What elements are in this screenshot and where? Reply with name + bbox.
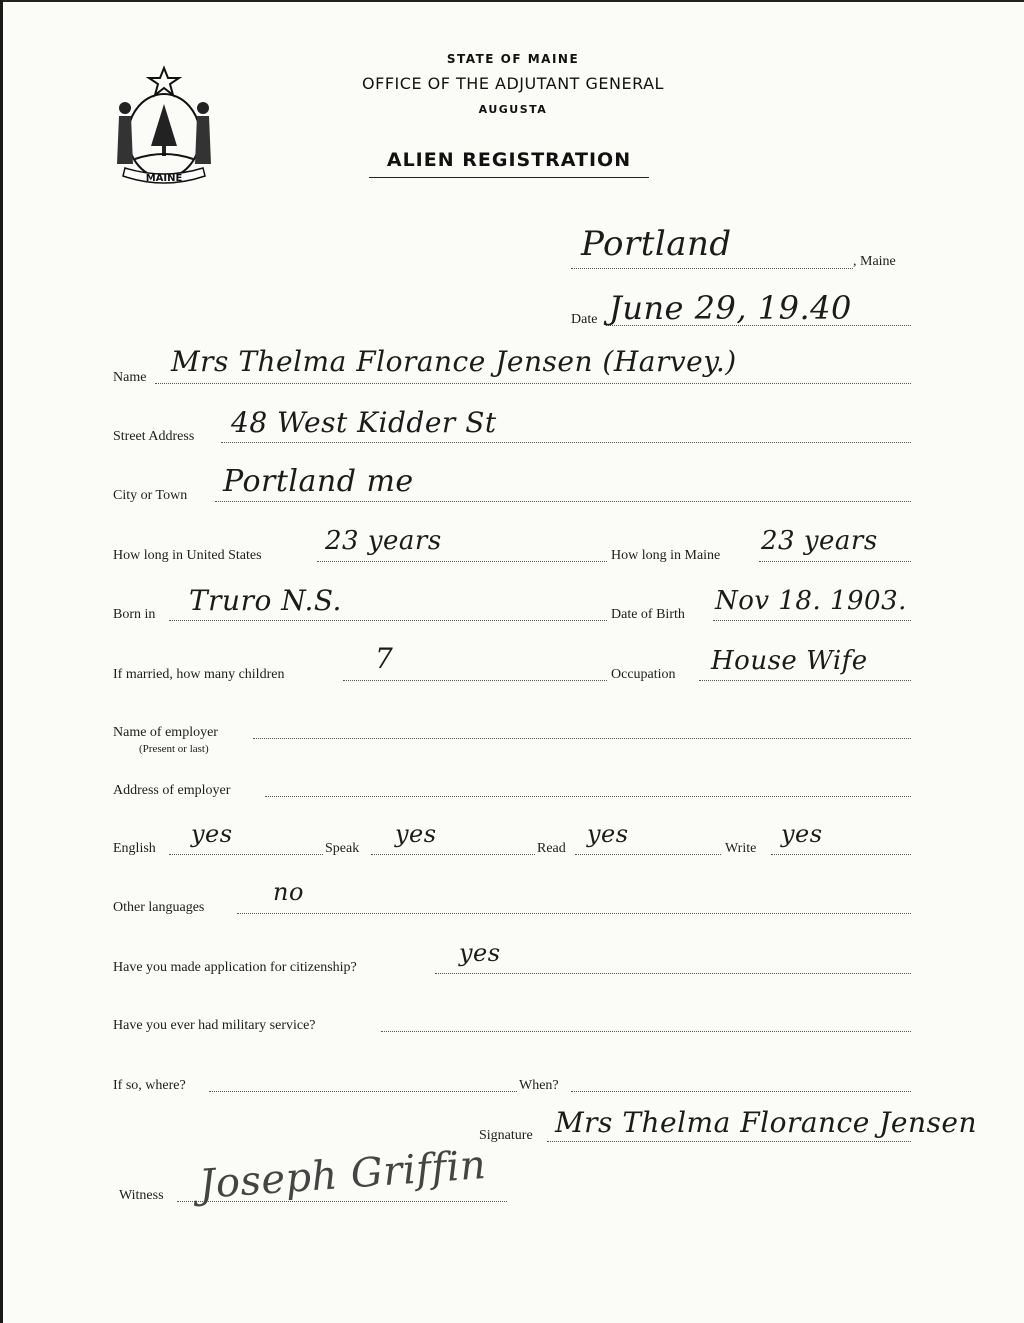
- citizenship-label: Have you made application for citizenship?: [113, 960, 357, 975]
- military-label: Have you ever had military service?: [113, 1018, 316, 1033]
- other-languages-value[interactable]: no: [273, 878, 304, 906]
- speak-value[interactable]: yes: [395, 820, 437, 848]
- citizenship-value[interactable]: yes: [459, 939, 501, 967]
- how-long-maine-label: How long in Maine: [611, 548, 721, 563]
- speak-label: Speak: [325, 841, 360, 856]
- street-address-value[interactable]: 48 West Kidder St: [231, 406, 497, 439]
- maine-label: , Maine: [853, 254, 896, 269]
- seal-text: MAINE: [145, 173, 183, 184]
- witness-value[interactable]: Joseph Griffin: [197, 1142, 488, 1208]
- employer-address-line[interactable]: [265, 796, 911, 797]
- write-label: Write: [725, 841, 757, 856]
- city-line: [215, 501, 911, 502]
- employer-name-line[interactable]: [253, 738, 911, 739]
- if-so-where-label: If so, where?: [113, 1078, 186, 1093]
- how-long-us-line: [317, 561, 607, 562]
- street-address-label: Street Address: [113, 429, 195, 444]
- other-languages-line: [237, 913, 911, 914]
- occupation-line: [699, 680, 911, 681]
- write-value[interactable]: yes: [781, 820, 823, 848]
- header-state: STATE OF MAINE: [446, 52, 580, 66]
- employer-address-label: Address of employer: [113, 783, 231, 798]
- how-long-maine-value[interactable]: 23 years: [761, 526, 878, 556]
- citizenship-line: [435, 973, 911, 974]
- when-line[interactable]: [571, 1091, 911, 1092]
- occupation-value[interactable]: House Wife: [711, 646, 868, 676]
- employer-name-label: Name of employer: [113, 725, 218, 740]
- header-office: OFFICE OF THE ADJUTANT GENERAL: [362, 74, 664, 93]
- children-line: [343, 680, 607, 681]
- read-label: Read: [537, 841, 566, 856]
- date-of-birth-line: [713, 620, 911, 621]
- maine-state-seal-icon: [107, 64, 221, 192]
- when-label: When?: [519, 1078, 559, 1093]
- english-label: English: [113, 841, 156, 856]
- header-city: AUGUSTA: [478, 103, 548, 116]
- military-line[interactable]: [381, 1031, 911, 1032]
- read-line: [575, 854, 721, 855]
- form-title: ALIEN REGISTRATION: [369, 149, 649, 178]
- signature-label: Signature: [479, 1128, 533, 1143]
- speak-line: [371, 854, 535, 855]
- witness-label: Witness: [119, 1188, 164, 1203]
- english-value[interactable]: yes: [191, 820, 233, 848]
- date-of-birth-value[interactable]: Nov 18. 1903.: [715, 586, 907, 616]
- english-line: [169, 854, 323, 855]
- name-value[interactable]: Mrs Thelma Florance Jensen (Harvey.): [171, 345, 737, 378]
- write-line: [771, 854, 911, 855]
- street-address-line: [221, 442, 911, 443]
- date-value[interactable]: June 29, 19.40: [609, 289, 852, 327]
- read-value[interactable]: yes: [587, 820, 629, 848]
- born-in-line: [169, 620, 607, 621]
- other-languages-label: Other languages: [113, 900, 205, 915]
- name-line: [155, 383, 911, 384]
- how-long-maine-line: [759, 561, 911, 562]
- children-label: If married, how many children: [113, 667, 285, 682]
- date-label: Date: [571, 312, 598, 327]
- signature-value[interactable]: Mrs Thelma Florance Jensen: [555, 1106, 978, 1139]
- city-value[interactable]: Portland me: [223, 464, 414, 499]
- born-in-label: Born in: [113, 607, 156, 622]
- how-long-us-value[interactable]: 23 years: [325, 526, 442, 556]
- children-value[interactable]: 7: [375, 642, 394, 675]
- place-line: [571, 268, 853, 269]
- how-long-us-label: How long in United States: [113, 548, 262, 563]
- name-label: Name: [113, 370, 147, 385]
- city-label: City or Town: [113, 488, 188, 503]
- signature-line: [547, 1141, 911, 1142]
- date-of-birth-label: Date of Birth: [611, 607, 685, 622]
- born-in-value[interactable]: Truro N.S.: [189, 584, 342, 617]
- employer-note: [139, 741, 209, 757]
- place-value[interactable]: Portland: [581, 224, 732, 264]
- employer-note-text: (Present or last): [139, 743, 209, 755]
- occupation-label: Occupation: [611, 667, 676, 682]
- if-so-where-line[interactable]: [209, 1091, 517, 1092]
